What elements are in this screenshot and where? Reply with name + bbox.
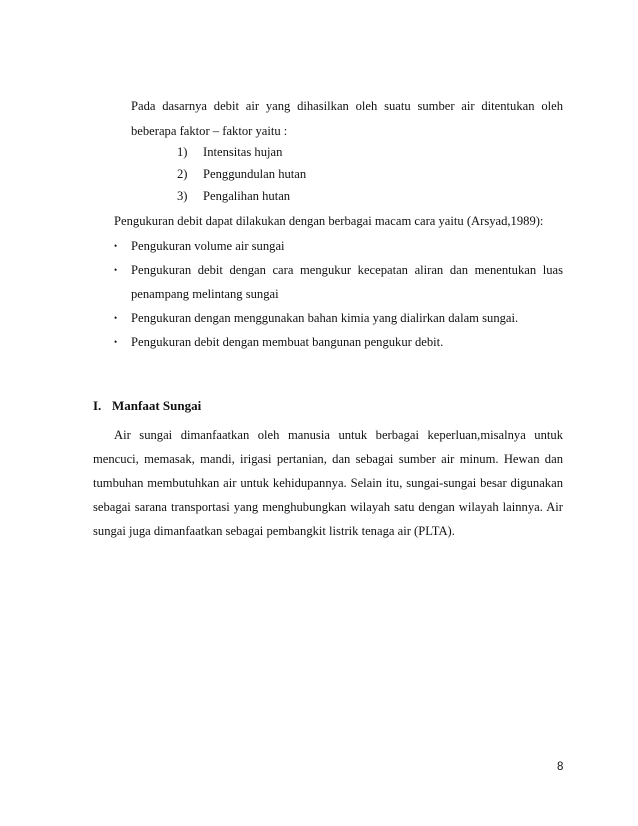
factor-text: Intensitas hujan: [203, 145, 283, 159]
factor-text: Pengalihan hutan: [203, 189, 291, 203]
measurement-intro: Pengukuran debit dapat dilakukan dengan berbagai macam cara yaitu (Arsyad,1989):: [114, 214, 544, 228]
paragraph-line-3: tumbuhan membutuhkan air untuk kehidupannya. Selain itu, sungai-sungai besar digunakan: [93, 476, 563, 490]
paragraph-line-5: sungai juga dimanfaatkan sebagai pembangkit listrik tenaga air (PLTA).: [93, 524, 455, 538]
method-item: Pengukuran debit dengan membuat bangunan pengukur debit.: [131, 335, 444, 349]
bullet-icon: •: [114, 241, 118, 251]
bullet-icon: •: [114, 337, 118, 347]
factor-number: 1): [177, 145, 188, 159]
method-list: [0, 239, 638, 349]
factor-list: [0, 145, 638, 205]
page-number: 8: [557, 761, 564, 773]
bullet-icon: •: [114, 313, 118, 323]
section-number: I.: [93, 398, 102, 413]
factor-number: 3): [177, 189, 188, 203]
factor-text: Penggundulan hutan: [203, 167, 307, 181]
method-item: Pengukuran dengan menggunakan bahan kimia yang dialirkan dalam sungai.: [131, 311, 519, 325]
method-item: Pengukuran volume air sungai: [131, 239, 285, 253]
paragraph-line-2: mencuci, memasak, mandi, irigasi pertanian, dan sebagai sumber air minum. Hewan dan: [93, 452, 563, 466]
bullet-icon: •: [114, 265, 118, 275]
paragraph-line-1: Air sungai dimanfaatkan oleh manusia untuk berbagai keperluan,misalnya untuk: [114, 428, 563, 442]
method-item: Pengukuran debit dengan cara mengukur kecepatan aliran dan menentukan luas: [131, 263, 563, 277]
method-item-continuation: penampang melintang sungai: [131, 287, 279, 301]
intro-line-2: beberapa faktor – faktor yaitu :: [131, 124, 288, 138]
section-title: Manfaat Sungai: [112, 398, 202, 413]
factor-number: 2): [177, 167, 188, 181]
intro-line-1: Pada dasarnya debit air yang dihasilkan oleh suatu sumber air ditentukan oleh: [131, 99, 563, 113]
paragraph-line-4: sebagai sarana transportasi yang menghubungkan wilayah satu dengan wilayah lainnya. Air: [93, 500, 563, 514]
